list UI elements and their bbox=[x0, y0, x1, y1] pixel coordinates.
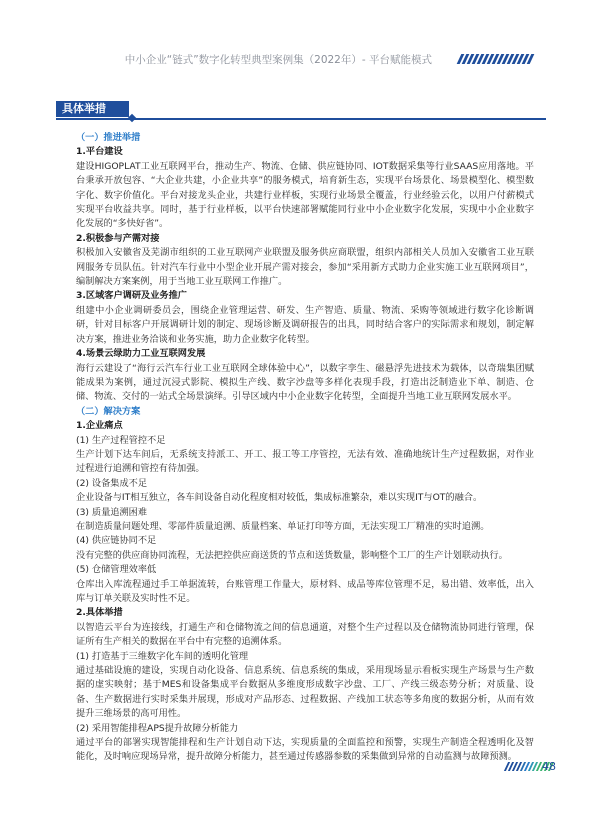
item-heading: 1.平台建设 bbox=[76, 146, 123, 158]
item-heading: 2.积极参与产需对接 bbox=[76, 232, 160, 244]
sub-section-heading: （一）推进举措 bbox=[76, 132, 141, 143]
header-stripes-decoration bbox=[459, 54, 532, 64]
body-paragraph: 建设HIGOPLAT工业互联网平台，推动生产、物流、仓储、供应链协同、IOT数据采集等行业SAAS应用落地。平台秉承开放包容、“大企业共建，小企业共享”的服务模式，培育新生态，实现平台场景化、场景模型化、模型数字化、数字价值化。平台对接龙头企业，共建行业样板，实现行业场景全覆盖，行业经验云化，以用户付薪模式实现平台收益共享。同时，基于行业样板，以平台快速部署赋能同行业中小企业数字化发展，实现中小企业数字化发展的“多快好省”。 bbox=[76, 160, 534, 230]
body-paragraph: (1) 打造基于三维数字化车间的透明化管理 bbox=[76, 650, 249, 662]
body-paragraph: 通过基础设施的建设，实现自动化设备、信息系统、信息系统的集成，采用现场显示看板实现生产场景与生产数据的虚实映射；基于MES和设备集成平台数据从多维度形成数字沙盘、工厂、产线三级态势分析；对质量、设备、生产数据进行实时采集并展现，形成对产品形态、过程数据、产线加工状态等多角度的数据分析，从而有效提升三维场景的高可用性。 bbox=[76, 665, 534, 720]
body-paragraph: 通过平台的部署实现智能排程和生产计划自动下达，实现质量的全面监控和预警，实现生产制造全程透明化及智能化，及时响应现场异常，提升故障分析能力，甚至通过传感器参数的采集做到异常的自动监测与故障预测。 bbox=[76, 737, 534, 763]
item-heading: 1.企业痛点 bbox=[76, 420, 123, 432]
item-heading: 4.场景云绿助力工业互联网发展 bbox=[76, 348, 206, 360]
body-paragraph: (2) 设备集成不足 bbox=[76, 477, 148, 489]
body-paragraph: (1) 生产过程管控不足 bbox=[76, 434, 166, 446]
body-paragraph: (2) 采用智能排程APS提升故障分析能力 bbox=[76, 722, 239, 734]
main-content bbox=[76, 131, 534, 765]
body-paragraph: 没有完整的供应商协同流程，无法把控供应商送货的节点和送货数量，影响整个工厂的生产计划联动执行。 bbox=[76, 549, 508, 561]
page-header bbox=[0, 50, 600, 70]
header-title: 中小企业“链式”数字化转型典型案例集（2022年）- 平台赋能模式 bbox=[124, 54, 432, 66]
page-footer bbox=[0, 760, 600, 780]
body-paragraph: (3) 质量追溯困难 bbox=[76, 506, 148, 518]
body-paragraph: 仓库出入库流程通过手工单据流转，台账管理工作量大，原材料、成品等库位管理不足，易出错、效率低，出入库与订单关联及实时性不足。 bbox=[76, 578, 534, 604]
page-number: 48 bbox=[542, 760, 556, 773]
body-paragraph: 以智造云平台为连接线，打通生产和仓储物流之间的信息通道，对整个生产过程以及仓储物流协同进行管理，保证所有生产相关的数据在平台中有完整的追溯体系。 bbox=[76, 621, 534, 648]
section-title: 具体举措 bbox=[56, 101, 129, 117]
body-paragraph: 在制造质量问题处理、零部件质量追溯、质量档案、单证打印等方面，无法实现工厂精准的实时追溯。 bbox=[76, 520, 490, 532]
body-paragraph: 生产计划下达车间后，无系统支持派工、开工、报工等工序管控，无法有效、准确地统计生产过程数据，对作业过程进行追溯和管控有待加强。 bbox=[76, 448, 534, 475]
body-paragraph: 海行云建设了“海行云汽车行业工业互联网全球体验中心”，以数字孪生、磁悬浮先进技术为载体，以奇瑞集团赋能成果为案例，通过沉浸式影院、模拟生产线、数字沙盘等多样化表现手段，打造出泛制造业下单、制造、仓储、物流、交付的一站式全场景演绎。引导区域内中小企业数字化转型，全面提升当地工业互联网发展水平。 bbox=[76, 362, 534, 403]
body-paragraph: (5) 仓储管理效率低 bbox=[76, 564, 157, 576]
item-heading: 2.具体举措 bbox=[76, 607, 123, 619]
item-heading: 3.区域客户调研及业务推广 bbox=[76, 290, 187, 302]
body-paragraph: (4) 供应链协同不足 bbox=[76, 535, 157, 547]
body-paragraph: 积极加入安徽省及芜湖市组织的工业互联网产业联盟及服务供应商联盟，组织内部相关人员加入安徽省工业互联网服务专员队伍。针对汽车行业中小型企业开展产需对接会，参加“采用新方式助力企业实施工业互联网项目”，编制解决方案案例，用于当地工业互联网工作推广。 bbox=[76, 247, 534, 288]
sub-section-heading: （二）解决方案 bbox=[76, 405, 141, 417]
body-paragraph: 企业设备与IT相互独立，各车间设备自动化程度相对较低，集成标准繁杂，难以实现IT与OT的融合。 bbox=[76, 492, 483, 504]
section-title-rule bbox=[56, 118, 546, 120]
body-paragraph: 组建中小企业调研委员会，围绕企业管理运营、研发、生产智造、质量、物流、采购等领域进行数字化诊断调研，针对目标客户开展调研计划的制定、现场诊断及调研报告的出具，同时结合客户的实际需求和规划，制定解决方案，推进业务洽谈和业务实施，助力企业数字化转型。 bbox=[76, 304, 534, 345]
